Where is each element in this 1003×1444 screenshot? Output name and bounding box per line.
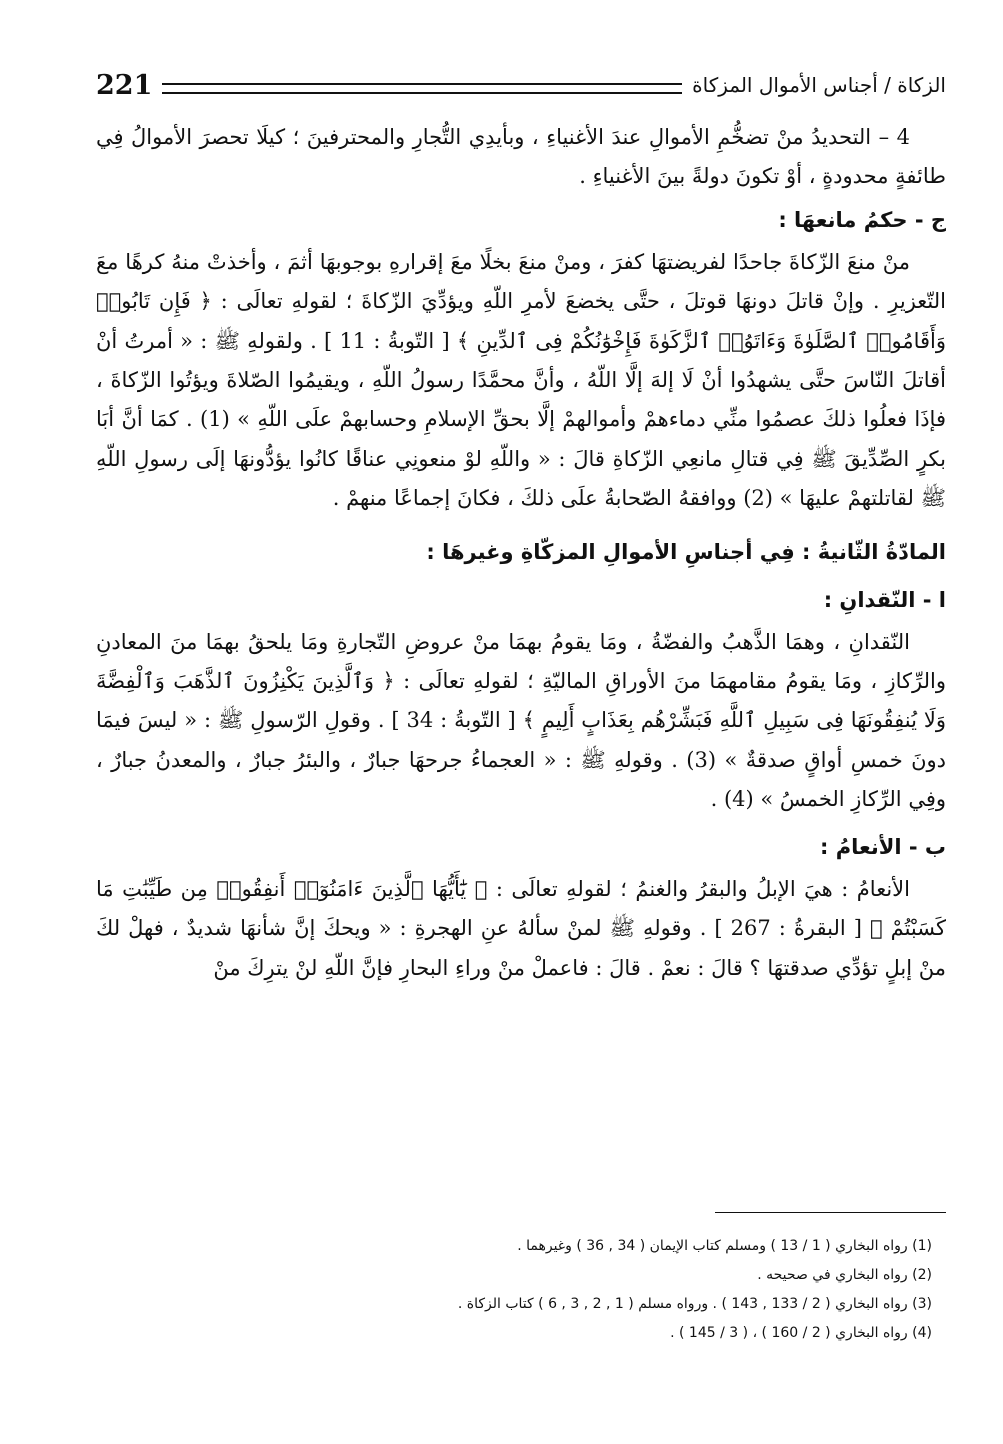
footnote-rule	[715, 1212, 946, 1213]
heading-ruling: ج - حكمُ مانعهَا :	[778, 207, 946, 232]
footnote-2: (2) رواه البخاري في صحيحه .	[757, 1267, 932, 1283]
running-head	[96, 62, 946, 108]
header-rule	[162, 83, 682, 94]
footnote-3: (3) رواه البخاري ( 2 / 133 , 143 ) . ورواه مسلم ( 1 , 2 , 3 , 6 ) كتاب الزكاة .	[457, 1296, 932, 1312]
page-number: 221	[96, 69, 153, 101]
footnote-1: (1) رواه البخاري ( 1 / 13 ) ومسلم كتاب الإيمان ( 34 , 36 ) وغيرهما .	[517, 1238, 932, 1254]
paragraph-ruling: منْ منعَ الزّكاةَ جاحدًا لفريضتهَا كفرَ ، ومنْ منعَ بخلًا معَ إقرارهِ بوجوبهَا أثمَ ، وأخذتْ منهُ كرهًا معَ التّعزيرِ . وإنْ قاتلَ دونهَا قوتلَ ، حتَّى يخضعَ لأمرِ اللّهِ ويؤدِّيَ الزّكاةَ ؛ لقولهِ تعالَى : ﴿ فَإِن تَابُوا۟ وَأَقَامُوا۟ ٱلصَّلَوٰةَ وَءَاتَوُا۟ ٱلزَّكَوٰةَ فَإِخْوَٰنُكُمْ فِى ٱلدِّينِ ﴾ [ التّوبةُ : 11 ] . ولقولهِ ﷺ : « أمرتُ أنْ أقاتلَ النّاسَ حتَّى يشهدُوا أنْ لَا إلهَ إلَّا اللّهُ ، وأنَّ محمَّدًا رسولُ اللّهِ ، ويقيمُوا الصّلاةَ ويؤتُوا الزّكاةَ ، فإذَا فعلُوا ذلكَ عصمُوا منِّي دماءهمْ وأموالهمْ إلَّا بحقِّ الإسلامِ وحسابهمْ علَى اللّهِ » (1) . كمَا أنَّ أبَا بكرٍ الصِّدِّيقَ ﷺ فِي قتالِ مانعِي الزّكاةِ قالَ : « واللّهِ لوْ منعونِي عناقًا كانُوا يؤدُّونهَا إلَى رسولِ اللّهِ ﷺ لقاتلتهمْ عليهَا » (2) ووافقهُ الصّحابةُ علَى ذلكَ ، فكانَ إجماعًا منهمْ .	[96, 249, 946, 511]
main-text	[96, 118, 946, 988]
chapter-heading: المادّةُ الثّانيةُ : فِي أجناسِ الأموالِ المزكّاةِ وغيرهَا :	[426, 539, 946, 564]
paragraph-gold-silver: النّقدانِ ، وهمَا الذَّهبُ والفضّةُ ، ومَا يقومُ بهمَا منْ عروضِ التّجارةِ ومَا يلحقُ بهمَا منَ المعادنِ والرِّكازِ ، ومَا يقومُ مقامهمَا منَ الأوراقِ الماليّةِ ؛ لقولهِ تعالَى : ﴿ وَٱلَّذِينَ يَكْنِزُونَ ٱلذَّهَبَ وَٱلْفِضَّةَ وَلَا يُنفِقُونَهَا فِى سَبِيلِ ٱللَّهِ فَبَشِّرْهُم بِعَذَابٍ أَلِيمٍ ﴾ [ التّوبةُ : 34 ] . وقولِ الرّسولِ ﷺ : « ليسَ فيمَا دونَ خمسِ أواقٍ صدقةٌ » (3) . وقولهِ ﷺ : « العجماءُ جرحهَا جبارٌ ، والبئرُ جبارٌ ، والمعدنُ جبارٌ ، وفِي الرِّكازِ الخمسُ » (4) .	[96, 629, 947, 812]
footnotes	[96, 1232, 932, 1348]
footnote-4: (4) رواه البخاري ( 2 / 160 ) ، ( 3 / 145 ) .	[670, 1325, 932, 1341]
heading-gold-silver: ا - النّقدانِ :	[823, 587, 946, 612]
heading-livestock: ب - الأنعامُ :	[820, 834, 946, 859]
paragraph-livestock: الأنعامُ : هيَ الإبلُ والبقرُ والغنمُ ؛ لقولهِ تعالَى : ﴿ يَٰٓأَيُّهَا ٱلَّذِينَ ءَامَنُوٓا۟ أَنفِقُوا۟ مِن طَيِّبَٰتِ مَا كَسَبْتُمْ ﴾ [ البقرةُ : 267 ] . وقولهِ ﷺ لمنْ سألهُ عنِ الهجرةِ : « ويحكَ إنَّ شأنهَا شديدٌ ، فهلْ لكَ منْ إبلٍ تؤدِّي صدقتهَا ؟ قالَ : نعمْ . قالَ : فاعملْ منْ وراءِ البحارِ فإنَّ اللّهِ لنْ يترِكَ منْ	[96, 876, 946, 980]
paragraph-point-4: 4 – التحديدُ منْ تضخُّمِ الأموالِ عندَ الأغنياءِ ، وبأيدِي التُّجارِ والمحترفينَ ؛ كيلَا تحصرَ الأموالُ فِي طائفةٍ محدودةٍ ، أوْ تكونَ دولةً بينَ الأغنياءِ .	[96, 125, 946, 189]
running-title: الزكاة / أجناس الأموال المزكاة	[692, 73, 946, 97]
